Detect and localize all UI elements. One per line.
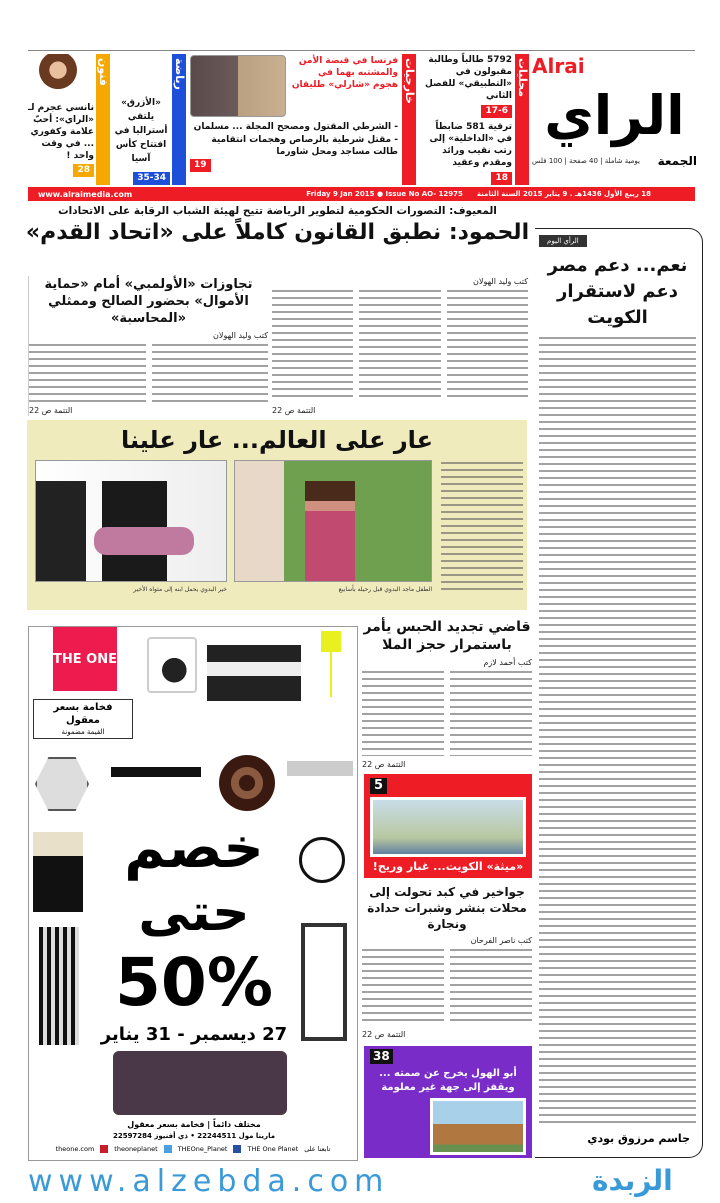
second-byline: كتب وليد الهولان (213, 331, 268, 340)
mirror-image (35, 757, 89, 811)
website-link[interactable]: theone.com (55, 1145, 95, 1153)
bed-image (207, 645, 301, 701)
section-bar-local[interactable]: محليات (515, 54, 529, 185)
twitter-link[interactable]: THEOne_Planet (177, 1145, 228, 1153)
judge-byline: كتب أحمد لازم (483, 658, 532, 667)
jawakhir-article (362, 884, 532, 1040)
teaser-arts[interactable]: نانسي عجرم لـ «الراي»: أحبّ علامة وكفوري ... في وقت واحد ! (28, 103, 94, 161)
teaser-world-1[interactable]: - الشرطي المقتول ومصحح المجلة ... مسلمان (193, 122, 398, 132)
website-link[interactable]: www.alraimedia.com (38, 189, 133, 199)
world-teasers (190, 121, 398, 185)
wall-decor-image (219, 755, 275, 811)
section-bar-world[interactable]: خارجيات (402, 54, 416, 185)
follow-label: تابعنا على (304, 1145, 331, 1153)
ad-discount-word: حتى (138, 883, 250, 943)
jawakhir-headline[interactable]: جواخير في كبد تحولت إلى محلات بنشر وشبرات حدادة ونجارة (367, 885, 527, 931)
child-photo (234, 460, 432, 582)
logo-en: Alrai (532, 54, 585, 78)
dateline-ar: 18 ربيع الأول 1436هـ . 9 يناير 2015 السنة الثامنة (476, 190, 651, 198)
page-badge: 35-34 (133, 172, 170, 185)
editorial-column (535, 228, 703, 1158)
lead-article (272, 276, 528, 416)
sofa-image (113, 1051, 287, 1115)
teaser-world-2[interactable]: - مقتل شرطية بالرصاص وهجمات انتقامية طالت مساجد ومحل شاورما (211, 135, 398, 157)
sports-teasers (112, 70, 170, 185)
the-one-logo: THE ONE (53, 627, 117, 691)
ad-phones: مارينا مول 22244511 • ذي أفنيوز 22597284 (112, 1132, 276, 1140)
arts-teasers (22, 102, 94, 185)
feature-headline[interactable]: عار على العالم... عار علينا (120, 426, 434, 454)
page-badge: 18 (491, 172, 512, 185)
masthead-logo (532, 54, 697, 185)
facebook-icon (233, 1145, 241, 1153)
instagram-link[interactable]: theoneplanet (114, 1145, 158, 1153)
page-badge: 28 (73, 164, 94, 177)
page-number: 5 (370, 778, 387, 794)
judge-article (362, 618, 532, 770)
kuwait-dust-photo (370, 797, 526, 857)
the-one-ad[interactable] (28, 626, 358, 1161)
singer-photo (22, 54, 94, 100)
funeral-photo (35, 460, 227, 582)
lead-kicker: المعيوف: التصورات الحكومية لتطوير الرياضة تتيح لهيئة الشباب الرقابة على الاتحادات (58, 205, 497, 217)
suspects-photo (190, 55, 286, 117)
second-headline[interactable]: تجاوزات «الأولمبي» أمام «حماية الأموال» بحضور الصالح وممثلي «المحاسبة» (44, 277, 253, 326)
teaser-local-1[interactable]: 5792 طالباً وطالبة مقبولون في «التطبيقي» للفصل الثاني (424, 55, 512, 101)
table-image (111, 767, 201, 807)
floor-mirror-image (301, 923, 347, 1041)
lamp-image (321, 631, 341, 701)
logo-ar: الراي (544, 84, 685, 147)
chair-image (39, 927, 79, 1045)
mug-image (147, 637, 197, 693)
continued-link[interactable]: التتمة ص 22 (362, 1030, 406, 1039)
promo-page38[interactable] (364, 1046, 532, 1158)
twitter-icon (164, 1145, 172, 1153)
photo-caption: خير البدوي يحمل ابنه إلى مثواه الأخير (133, 586, 227, 593)
vanity-mirror-image (299, 837, 345, 883)
promo-title: «ميثة» الكويت... غبار وريح! (372, 860, 524, 873)
page-badge: 17-6 (481, 105, 512, 118)
teaser-world-headline[interactable]: فرنسا في قبضة الأمن والمشتبه بهما في هجوم «شارلي» طليقان (291, 56, 398, 90)
sphinx-photo (430, 1098, 526, 1155)
footer-logo: الزبدة (592, 1164, 673, 1197)
lead-headline[interactable]: الحمود: نطبق القانون كاملاً على «اتحاد القدم» (25, 220, 530, 245)
teaser-sports[interactable]: «الأزرق» يلتقي أستراليا في افتتاح كأس آسيا (114, 98, 168, 164)
day-badge: الجمعة (657, 154, 697, 168)
promo-page5[interactable] (364, 774, 532, 878)
page-number: 38 (370, 1049, 393, 1064)
ad-social-row (31, 1144, 355, 1154)
judge-headline[interactable]: قاضي تجديد الحبس يأمر باستمرار حجز الملا (363, 619, 531, 653)
ad-dates: 27 ديسمبر - 31 يناير (100, 1024, 288, 1045)
jawakhir-byline: كتب ناصر الفرحان (470, 936, 532, 945)
lead-byline: كتب وليد الهولان (473, 277, 528, 286)
dateline-en: Friday 9 Jan 2015 ● Issue No AO- 12975 (306, 190, 463, 198)
top-rule (28, 50, 695, 51)
table-lamp-image (33, 832, 83, 912)
ad-discount-word: خصم (124, 816, 264, 881)
dateline-strip (28, 187, 695, 201)
page-badge: 19 (190, 159, 211, 172)
section-bar-sports[interactable]: رياضة (172, 54, 186, 185)
continued-link[interactable]: التتمة ص 22 (272, 406, 316, 415)
second-article (28, 276, 268, 416)
instagram-icon (100, 1145, 108, 1153)
continued-link[interactable]: التتمة ص 22 (362, 760, 406, 769)
footer-url[interactable]: www.alzebda.com (28, 1164, 390, 1199)
teaser-local-2[interactable]: ترقية 581 ضابطاً في «الداخلية» إلى رتب نقيب ورائد ومقدم وعقيد (429, 122, 512, 168)
promo-title: أبو الهول يخرج عن صمته ... ويقفز إلى جهة غير معلومة (379, 1068, 517, 1093)
side-table-image (287, 761, 353, 811)
ad-percent: 50% (115, 944, 273, 1021)
editorial-headline[interactable]: نعم... دعم مصر دعم لاستقرار الكويت (547, 255, 688, 328)
ad-slogan: مختلف دائماً | فخامة بسعر معقول (127, 1120, 261, 1129)
feature-box (27, 420, 527, 610)
masthead-meta: يومية شاملة | 40 صفحة | 100 فلس (532, 157, 640, 165)
ad-tagline-box (33, 699, 133, 739)
facebook-link[interactable]: THE One Planet (247, 1145, 299, 1153)
photo-caption: الطفل ماجد البدوي قبل رحيله بأسابيع (338, 586, 432, 593)
ad-subtagline: القيمة مضمونة (61, 728, 105, 736)
editorial-tag: الرأي اليوم (539, 235, 587, 247)
continued-link[interactable]: التتمة ص 22 (29, 406, 73, 415)
section-bar-arts[interactable]: فنون (96, 54, 110, 185)
ad-tagline: فخامة بسعر معقول (53, 702, 113, 726)
local-teasers (420, 54, 512, 185)
editorial-author: جاسم مرزوق بودي (587, 1132, 690, 1145)
